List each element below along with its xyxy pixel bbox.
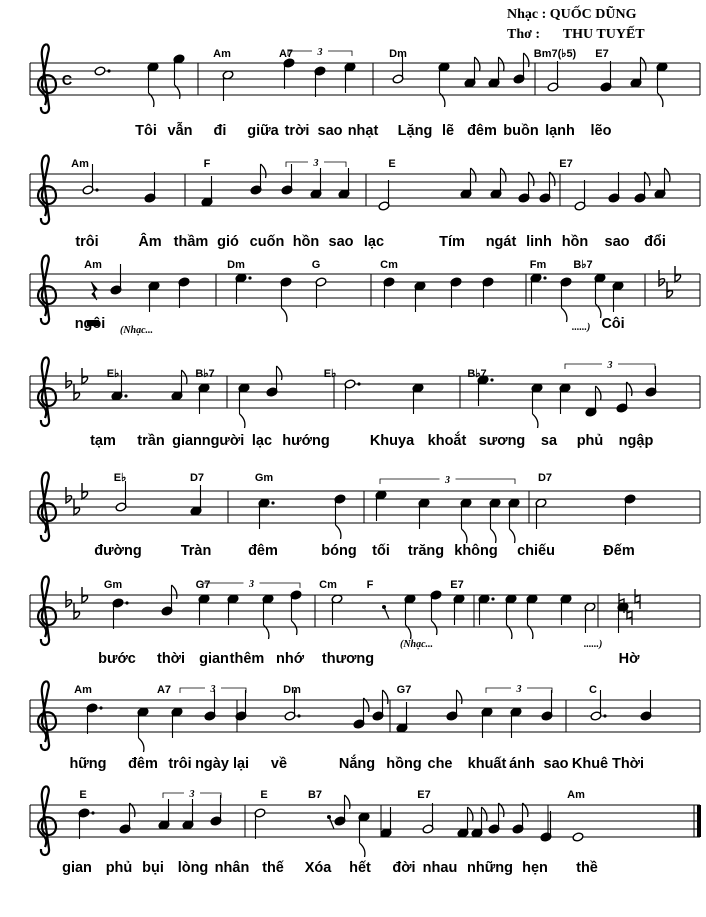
lyricist-label: Thơ : xyxy=(507,27,541,42)
lyric-syllable: thêm xyxy=(229,651,265,667)
note-head xyxy=(572,832,584,842)
rest-icon xyxy=(384,607,389,619)
lyric-syllable: đường xyxy=(94,543,142,559)
lyric-syllable: tối xyxy=(372,543,390,559)
flat-icon xyxy=(66,487,72,503)
lyric-syllable: hẹn xyxy=(522,860,548,876)
lyric-syllable: không xyxy=(454,543,498,559)
lyric-syllable: Nắng xyxy=(338,756,376,772)
lyric-syllable: những xyxy=(467,860,513,876)
note-dot xyxy=(91,811,94,814)
lyric-syllable: ngày xyxy=(195,756,229,772)
lyric-syllable: ánh xyxy=(509,756,535,772)
instrumental-marking: ......) xyxy=(572,322,591,333)
triplet-number: 3 xyxy=(189,789,195,800)
chord-symbol: Cm xyxy=(319,579,337,591)
note-flag xyxy=(462,529,467,543)
lyric-syllable: đổi xyxy=(644,234,666,250)
lyric-syllable: Âm xyxy=(138,234,162,250)
chord-symbol: Gm xyxy=(103,579,123,591)
staff-system xyxy=(30,357,700,449)
chord-symbol: F xyxy=(203,158,211,170)
triplet-number: 3 xyxy=(313,158,319,169)
chord-symbol: E xyxy=(388,158,396,170)
lyric-syllable: phủ xyxy=(105,860,133,876)
staff-system xyxy=(30,576,700,667)
chord-symbol: B♭7 xyxy=(195,368,215,380)
lyric-syllable: gian xyxy=(62,860,92,876)
lyric-syllable: Tràn xyxy=(180,543,212,559)
note-flag xyxy=(182,370,187,384)
lyric-syllable: đời xyxy=(392,860,416,876)
chord-symbol: Dm xyxy=(283,684,301,696)
lyric-syllable: trôi xyxy=(168,756,192,772)
staff-system xyxy=(30,681,700,772)
chord-symbol: F xyxy=(366,579,374,591)
chord-symbol: Dm xyxy=(389,48,407,60)
lyric-syllable: sa xyxy=(540,433,558,449)
chord-symbol: Am xyxy=(567,789,585,801)
note-flag xyxy=(139,738,144,752)
lyric-syllable: trời xyxy=(284,123,310,139)
lyric-syllable: hồn xyxy=(561,234,589,250)
lyric-syllable: che xyxy=(427,756,453,772)
lyric-syllable: sao xyxy=(543,756,569,772)
chord-symbol: E7 xyxy=(417,789,431,801)
lyric-syllable: nhớ xyxy=(275,651,305,667)
note-dot xyxy=(357,382,360,385)
staff-system xyxy=(30,786,701,876)
lyric-syllable: Xóa xyxy=(304,860,332,876)
lyric-syllable: Thời xyxy=(611,756,645,772)
note-dot xyxy=(107,69,110,72)
chord-symbol: B♭7 xyxy=(573,259,593,271)
flat-icon xyxy=(659,270,665,286)
lyric-syllable: tạm xyxy=(90,433,116,449)
note-head xyxy=(94,66,106,76)
chord-symbol: G xyxy=(311,259,321,271)
natural-icon xyxy=(635,589,640,609)
triplet-number: 3 xyxy=(445,475,450,486)
lyric-syllable: ngát xyxy=(485,234,517,250)
note-dot xyxy=(490,378,493,381)
flat-icon xyxy=(66,591,72,607)
chord-symbol: Am xyxy=(84,259,102,271)
lyric-syllable: lạnh xyxy=(545,123,575,139)
lyric-syllable: lạc xyxy=(363,234,385,250)
chord-symbol: G7 xyxy=(195,579,211,591)
note-flag xyxy=(277,366,282,380)
chord-symbol: E xyxy=(79,789,87,801)
lyric-syllable: về xyxy=(270,756,288,772)
lyric-syllable: ngập xyxy=(618,433,654,449)
triplet-number: 3 xyxy=(317,47,323,58)
chord-symbol: E♭ xyxy=(106,368,120,380)
lyric-syllable: người xyxy=(201,433,245,449)
staff-system xyxy=(30,472,700,559)
lyric-syllable: bước xyxy=(98,651,136,667)
lyric-syllable: Tím xyxy=(439,234,465,250)
note-flag xyxy=(432,621,437,635)
triplet-number: 3 xyxy=(210,684,216,695)
chord-symbol: Dm xyxy=(227,259,245,271)
note-flag xyxy=(360,843,365,857)
lyric-syllable: Khuê xyxy=(571,756,609,772)
note-flag xyxy=(345,795,350,809)
note-dot xyxy=(99,706,102,709)
lyric-syllable: sao xyxy=(604,234,630,250)
lyric-syllable: giữa xyxy=(247,123,279,139)
lyric-syllable: Lặng xyxy=(397,123,433,139)
lyric-syllable: khuất xyxy=(467,756,507,772)
lyric-syllable: đi xyxy=(213,123,227,139)
lyric-syllable: lạc xyxy=(251,433,273,449)
note-dot xyxy=(603,714,606,717)
lyric-syllable: buồn xyxy=(503,123,539,139)
chord-symbol: C xyxy=(589,684,597,696)
note-dot xyxy=(271,501,274,504)
chord-symbol: B7 xyxy=(307,789,323,801)
chord-symbol: D7 xyxy=(189,472,205,484)
note-flag xyxy=(471,168,476,182)
chord-symbol: E7 xyxy=(595,48,609,60)
lyric-syllable: phủ xyxy=(576,433,604,449)
composer-label: Nhạc : xyxy=(507,7,547,22)
triplet-number: 3 xyxy=(607,360,613,371)
staff-system xyxy=(30,155,700,250)
chord-symbol: E7 xyxy=(450,579,464,591)
lyric-syllable: thời xyxy=(156,651,186,667)
note-flag xyxy=(491,529,496,543)
lyric-syllable: lẽo xyxy=(590,123,612,139)
note-flag xyxy=(499,57,504,71)
chord-symbol: Gm xyxy=(254,472,274,484)
lyric-syllable: thề xyxy=(576,860,598,876)
note-flag xyxy=(524,53,529,67)
lyric-syllable: gian xyxy=(172,433,202,449)
lyric-syllable: nhân xyxy=(214,860,250,876)
lyric-syllable: Khuya xyxy=(369,433,415,449)
flat-icon xyxy=(66,372,72,388)
note-dot xyxy=(297,714,300,717)
lyric-syllable: lòng xyxy=(177,860,209,876)
chord-symbol: Am xyxy=(74,684,92,696)
common-time-icon: C xyxy=(61,73,73,89)
chord-symbol: A7 xyxy=(278,48,294,60)
lyric-syllable: Hờ xyxy=(618,651,640,667)
lyric-syllable: hồng xyxy=(386,756,422,772)
note-flag xyxy=(240,414,245,428)
note-flag xyxy=(482,807,487,821)
lyric-syllable: hồn xyxy=(292,234,320,250)
lyric-syllable: gió xyxy=(217,234,239,250)
lyric-syllable: trôi xyxy=(75,234,99,250)
note-dot xyxy=(491,597,494,600)
rest-icon xyxy=(91,282,97,300)
lyric-syllable: hết xyxy=(349,860,371,876)
chord-symbol: D7 xyxy=(537,472,553,484)
lyric-syllable: đêm xyxy=(248,543,278,559)
lyric-syllable: thầm xyxy=(173,234,209,250)
lyric-syllable: sao xyxy=(317,123,343,139)
note-flag xyxy=(468,807,473,821)
chord-symbol: E♭ xyxy=(113,472,127,484)
triplet-number: 3 xyxy=(516,684,522,695)
chord-symbol: A7 xyxy=(156,684,172,696)
lyric-syllable: thương xyxy=(321,651,375,667)
note-flag xyxy=(383,690,388,704)
lyric-syllable: chiếu xyxy=(517,543,555,559)
lyric-syllable: linh xyxy=(526,234,552,250)
lyric-syllable: đêm xyxy=(467,123,497,139)
lyric-syllable: trần xyxy=(137,433,165,449)
lyric-syllable: cuốn xyxy=(249,234,285,250)
lyric-syllable: hướng xyxy=(282,433,330,449)
rest-icon xyxy=(329,817,334,829)
note-dot xyxy=(125,601,128,604)
note-flag xyxy=(475,57,480,71)
lyric-syllable: nhạt xyxy=(347,123,379,139)
instrumental-marking: (Nhạc... xyxy=(400,639,434,650)
chord-symbol: Am xyxy=(71,158,89,170)
lyric-syllable: nhau xyxy=(422,860,458,876)
note-flag xyxy=(562,308,567,322)
lyric-syllable: sao xyxy=(328,234,354,250)
lyric-syllable: sương xyxy=(478,433,526,449)
note-dot xyxy=(95,188,98,191)
instrumental-marking: ......) xyxy=(584,639,603,650)
lyric-syllable: gian xyxy=(199,651,229,667)
chord-symbol: E7 xyxy=(559,158,573,170)
note-flag xyxy=(336,525,341,539)
lyric-syllable: khoắt xyxy=(427,433,467,449)
staff-system xyxy=(30,255,700,336)
note-flag xyxy=(510,529,515,543)
note-flag xyxy=(172,585,177,599)
lyric-syllable: Côi xyxy=(601,316,625,332)
note-flag xyxy=(292,621,297,635)
chord-symbol: Bm7(♭5) xyxy=(533,48,577,60)
chord-symbol: Cm xyxy=(380,259,398,271)
lyric-syllable: thế xyxy=(262,860,284,876)
lyricist-name: THU TUYẾT xyxy=(562,27,645,42)
note-flag xyxy=(261,164,266,178)
lyric-syllable: bóng xyxy=(321,543,357,559)
lyric-syllable: đêm xyxy=(128,756,158,772)
instrumental-marking: (Nhạc... xyxy=(120,325,154,336)
lyric-syllable: trăng xyxy=(407,543,445,559)
lyric-syllable: hững xyxy=(69,756,107,772)
lyric-syllable: Tôi xyxy=(135,123,157,139)
lyric-syllable: lại xyxy=(232,756,250,772)
note-dot xyxy=(248,276,251,279)
lyric-syllable: Đếm xyxy=(603,543,635,559)
chord-symbol: B♭7 xyxy=(467,368,487,380)
lyric-syllable: bụi xyxy=(142,860,164,876)
note-flag xyxy=(457,690,462,704)
note-flag xyxy=(533,414,538,428)
triplet-number: 3 xyxy=(249,579,254,590)
note-dot xyxy=(543,276,546,279)
chord-symbol: G7 xyxy=(396,684,412,696)
note-flag xyxy=(282,308,287,322)
lyric-syllable: lẽ xyxy=(441,123,455,139)
note-flag xyxy=(596,386,601,400)
chord-symbol: Fm xyxy=(529,259,547,271)
note-dot xyxy=(124,394,127,397)
chord-symbol: E♭ xyxy=(323,368,337,380)
chord-symbol: E xyxy=(260,789,268,801)
composer-name: QUỐC DŨNG xyxy=(549,7,637,22)
final-barline xyxy=(697,805,701,837)
lyric-syllable: vẫn xyxy=(167,123,193,139)
lyric-syllable: ngôi xyxy=(74,316,106,332)
chord-symbol: Am xyxy=(213,48,231,60)
note-flag xyxy=(641,57,646,71)
note-flag xyxy=(665,168,670,182)
staff-system xyxy=(30,44,700,139)
note-flag xyxy=(501,168,506,182)
